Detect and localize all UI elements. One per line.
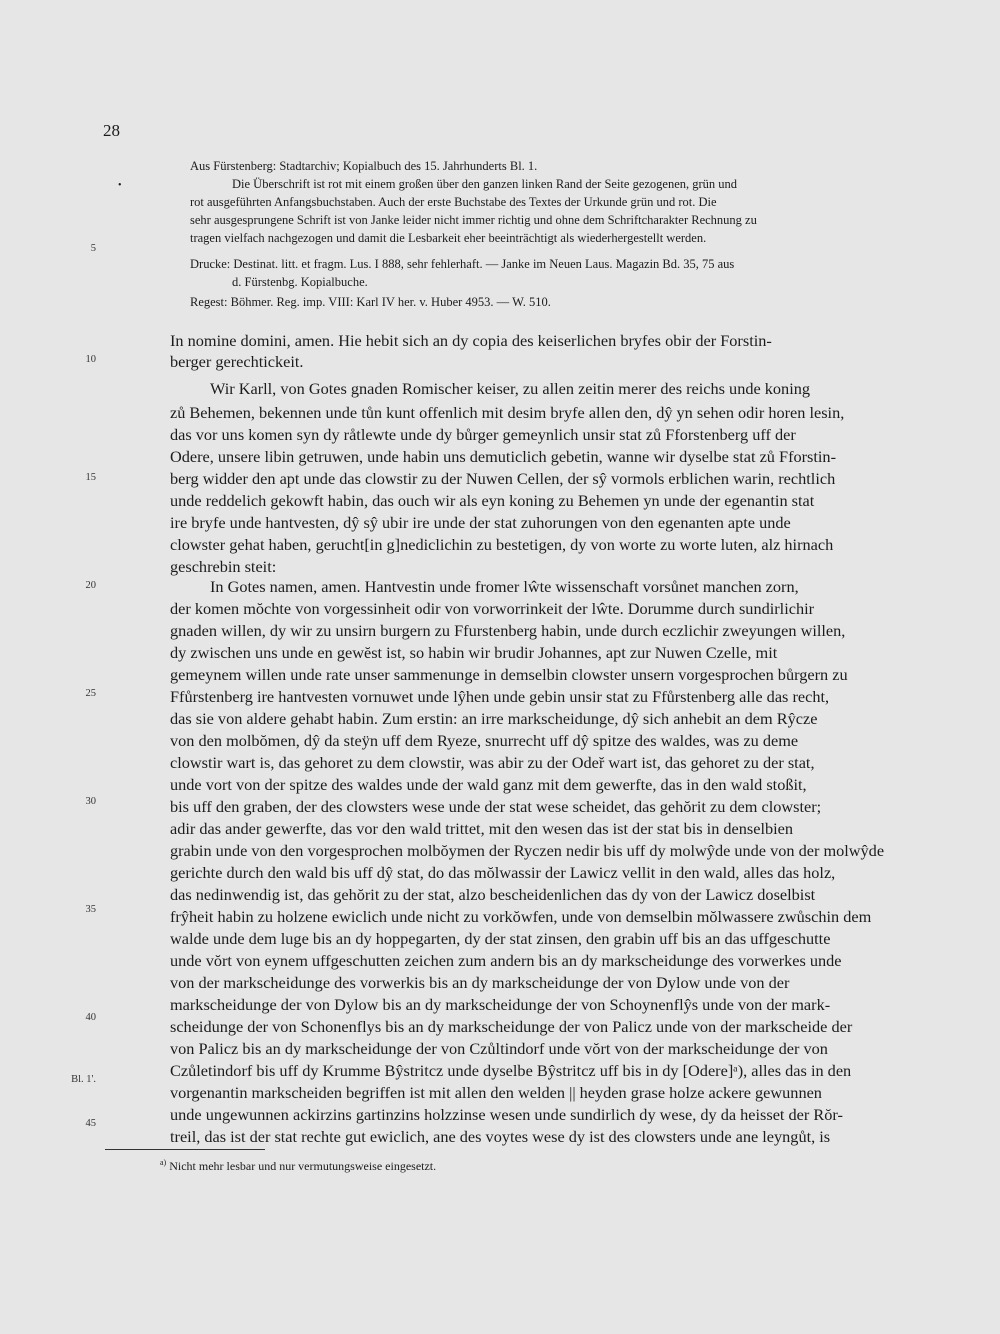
body-line: adir das ander gewerfte, das vor den wald trittet, mit den wesen das ist der stat bis in denselbien [170, 819, 794, 838]
body-line: bis uff den graben, der des clowsters wese unde der stat wese scheidet, das gehŏrit zu dem clowster; [170, 797, 822, 816]
body-line: Czůletindorf bis uff dy Krumme Bŷstritcz unde dyselbe Bŷstritcz uff bis in dy [Odere]ᵃ), alles das in den [170, 1061, 852, 1080]
body-line: treil, das ist der stat rechte gut ewiclich, ane des voytes wese dy ist des clowsters unde ane leyngůt, is [170, 1127, 831, 1146]
line-number: 45 [85, 1118, 96, 1129]
footnote-rule [105, 1149, 265, 1150]
folio-mark: Bl. 1'. [71, 1074, 96, 1085]
body-line: unde ungewunnen ackirzins gartinzins holzzinse wesen unde sundirlich dy wese, dy da heisset der Rŏr- [170, 1105, 843, 1124]
line-number: 35 [85, 904, 96, 915]
source-line: Aus Fürstenberg: Stadtarchiv; Kopialbuch des 15. Jahrhunderts Bl. 1. [190, 159, 538, 173]
body-line: scheidunge der von Schonenflys bis an dy markscheidunge der von Palicz unde von der markscheide der [170, 1017, 853, 1036]
body-line: das vor uns komen syn dy råtlewte unde dy bůrger gemeynlich unsir stat zů Fforstenberg uff der [170, 425, 796, 444]
bullet-mark: • [118, 180, 122, 191]
body-line: von der markscheidunge des vorwerkis bis an dy markscheidunge der von Dylow unde von der [170, 973, 790, 992]
body-line: gemeynem willen unde rate unser sammenunge in demselbin clowster unsern vorgesprochen bůrgern zu [170, 665, 848, 684]
body-line: frŷheit habin zu holzene ewiclich unde nicht zu vorkŏwfen, unde von demselbin mŏlwassere zwůschin dem [170, 907, 872, 926]
source-note-line: tragen vielfach nachgezogen und damit die Lesbarkeit eher beeinträchtigt als wiederhergestellt werden. [190, 231, 707, 245]
body-line: Ffůrstenberg ire hantvesten vornuwet unde lŷhen unde gebin unsir stat zu Ffůrstenberg alle das recht, [170, 687, 830, 706]
body-line: das nedinwendig ist, das gehŏrit zu der stat, alzo bescheidenlichen das dy von der Lawicz doselbist [170, 885, 816, 904]
source-note-line: rot ausgeführten Anfangsbuchstaben. Auch der erste Buchstabe des Textes der Urkunde grün und rot. Die [190, 195, 717, 209]
line-number: 10 [85, 354, 96, 365]
body-line: zů Behemen, bekennen unde tůn kunt offenlich mit desim bryfe allen den, dŷ yn sehen odir horen lesin, [170, 403, 845, 422]
page-number: 28 [103, 121, 120, 140]
body-line: In Gotes namen, amen. Hantvestin unde fromer lŵte wissenschaft vorsůnet manchen zorn, [210, 577, 799, 596]
line-number: 40 [85, 1012, 96, 1023]
drucke-line: Drucke: Destinat. litt. et fragm. Lus. I 888, sehr fehlerhaft. — Janke im Neuen Laus. Magazin Bd. 35, 75 aus [190, 257, 735, 271]
line-number: 25 [85, 688, 96, 699]
body-line: gnaden willen, dy wir zu unsirn burgern zu Ffurstenberg habin, unde durch eczlichir zweyungen willen, [170, 621, 846, 640]
body-line: ire bryfe unde hantvesten, dŷ sŷ ubir ire unde der stat zuhorungen von den egenanten apte unde [170, 513, 791, 532]
body-line: unde vort von der spitze des waldes unde der wald ganz mit dem gewerfte, das in den wald stoßit, [170, 775, 807, 794]
body-line: gerichte durch den wald bis uff dŷ stat, do das mŏlwassir der Lawicz vellit in den wald, alles das holz, [170, 863, 836, 882]
body-line: clowstir wart is, das gehoret zu dem clowstir, was abir zu der Odeř wart ist, das gehoret zu der stat, [170, 753, 815, 772]
body-line: Wir Karll, von Gotes gnaden Romischer keiser, zu allen zeitin merer des reichs unde koning [210, 379, 811, 398]
drucke-line: d. Fürstenbg. Kopialbuche. [232, 275, 368, 289]
footnote [160, 1158, 436, 1174]
body-line: dy zwischen uns unde en gewĕst ist, so habin wir brudir Johannes, apt zur Nuwen Czelle, mit [170, 643, 778, 662]
body-line: unde reddelich gekowft habin, das ouch wir als eyn koning zu Behemen yn unde der egenantin stat [170, 491, 815, 510]
line-number: 15 [85, 472, 96, 483]
source-note-line: sehr ausgesprungene Schrift ist von Janke leider nicht immer richtig und ohne dem Schriftcharakter Rechnung zu [190, 213, 757, 227]
regest-line: Regest: Böhmer. Reg. imp. VIII: Karl IV her. v. Huber 4953. — W. 510. [190, 295, 551, 309]
body-line: von den molbŏmen, dŷ da steÿn uff dem Ryeze, snurrecht uff dŷ spitze des waldes, was zu deme [170, 731, 799, 750]
body-line: grabin unde von den vorgesprochen molbŏymen der Ryczen nedir bis uff dy molwŷde unde von der molwŷde [170, 841, 885, 860]
body-line: das sie von aldere gehabt habin. Zum erstin: an irre markscheidunge, dŷ sich anhebit an dem Rŷcze [170, 709, 818, 728]
line-number: 5 [90, 243, 96, 254]
body-line: der komen mŏchte von vorgessinheit odir von vorworrinkeit der lŵte. Dorumme durch sundirlichir [170, 599, 815, 618]
body-line: In nomine domini, amen. Hie hebit sich an dy copia des keiserlichen bryfes obir der Forstin- [170, 331, 772, 350]
body-line: unde vŏrt von eynem uffgeschutten zeichen zum andern bis an dy markscheidunge des vorwerkes unde [170, 951, 842, 970]
body-line: vorgenantin markscheiden begriffen ist mit allen den welden || heyden grase holze ackere gewunnen [170, 1083, 822, 1102]
line-number: 30 [85, 796, 96, 807]
body-line: berger gerechtickeit. [170, 352, 304, 371]
body-line: Odere, unsere libin getruwen, unde habin uns demuticlich gebetin, wanne wir dyselbe stat zů Fforstin- [170, 447, 836, 466]
footnote-text: Nicht mehr lesbar und nur vermutungsweise eingesetzt. [169, 1159, 437, 1173]
body-line: clowster gehat haben, gerucht[in g]nediclichin zu bestetigen, dy von worte zu worte luten, alz hirnach [170, 535, 834, 554]
source-note-line: Die Überschrift ist rot mit einem großen über den ganzen linken Rand der Seite gezogenen, grün und [232, 177, 738, 191]
line-number: 20 [85, 580, 96, 591]
footnote-mark: a) [160, 1158, 167, 1167]
body-line: walde unde dem luge bis an dy hoppegarten, dy der stat zinsen, den grabin uff bis an das uffgeschutte [170, 929, 831, 948]
body-line: geschrebin steit: [170, 557, 277, 576]
body-line: berg widder den apt unde das clowstir zu der Nuwen Cellen, der sŷ vormols erblichen warin, rechtlich [170, 469, 836, 488]
body-line: markscheidunge der von Dylow bis an dy markscheidunge der von Schoynenflŷs unde von der mark- [170, 995, 831, 1014]
body-line: von Palicz bis an dy markscheidunge der von Czůltindorf unde vŏrt von der markscheidunge der von [170, 1039, 828, 1058]
